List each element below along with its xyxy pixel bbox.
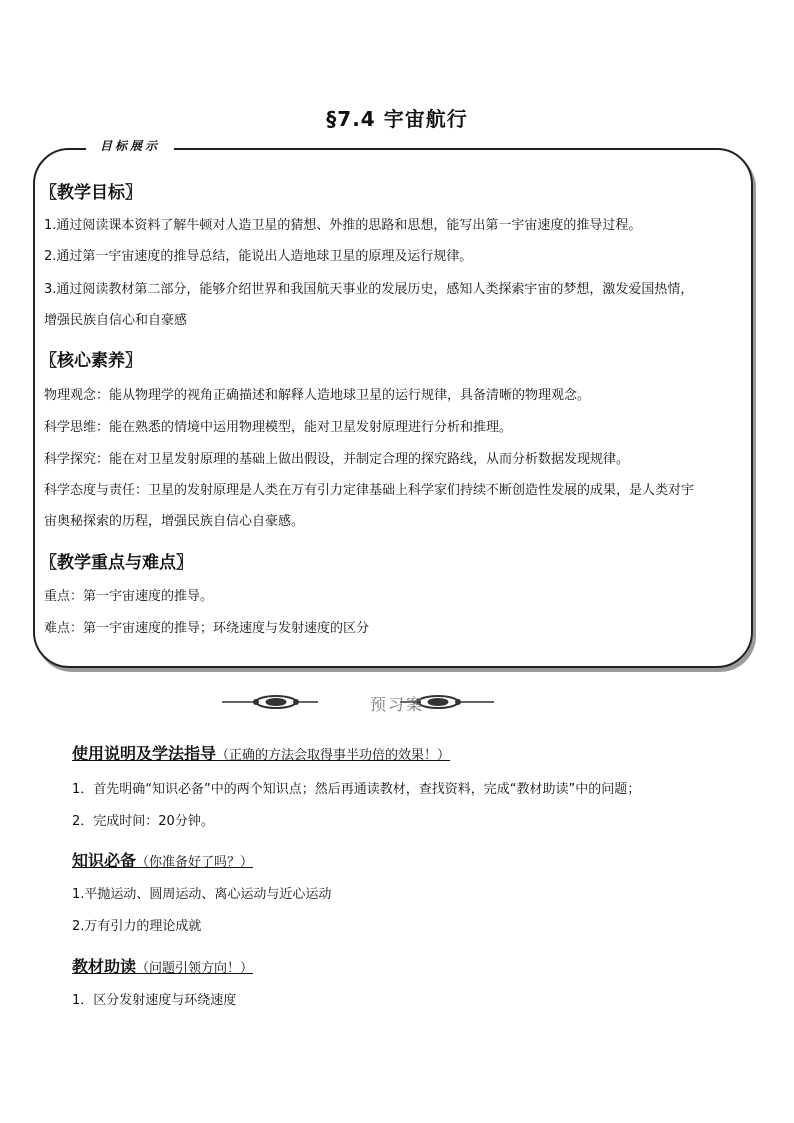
usage-item: 2．完成时间：20分钟。 [72, 814, 214, 829]
knowledge-heading [72, 848, 253, 871]
preview-section-label: 预习案 [369, 695, 424, 714]
goals-tag: 目标展示 [86, 137, 174, 154]
usage-heading-text: 使用说明及学法指导 [72, 744, 217, 763]
reading-heading [72, 954, 253, 977]
literacy-item: 物理观念：能从物理学的视角正确描述和解释人造地球卫星的运行规律，具备清晰的物理观念。 [44, 388, 591, 403]
literacy-item: 宙奥秘探索的历程，增强民族自信心自豪感。 [44, 514, 305, 529]
objective-item: 2.通过第一宇宙速度的推导总结，能说出人造地球卫星的原理及运行规律。 [44, 249, 473, 264]
objective-item: 3.通过阅读教材第二部分，能够介绍世界和我国航天事业的发展历史，感知人类探索宇宙的梦想，激发爱国热情， [44, 282, 694, 297]
knowledge-heading-note: （你准备好了吗？） [136, 855, 254, 870]
reading-heading-text: 教材助读 [72, 957, 137, 976]
literacy-item: 科学探究：能在对卫星发射原理的基础上做出假设，并制定合理的探究路线，从而分析数据发现规律。 [44, 452, 630, 467]
keypoints-heading: 〖教学重点与难点〗 [40, 553, 193, 573]
objective-item: 增强民族自信心和自豪感 [44, 313, 188, 328]
usage-heading-note: （正确的方法会取得事半功倍的效果！） [216, 748, 451, 763]
literacy-item: 科学思维：能在熟悉的情境中运用物理模型，能对卫星发射原理进行分析和推理。 [44, 420, 513, 435]
knowledge-item: 2.万有引力的理论成就 [72, 919, 202, 934]
literacy-item: 科学态度与责任：卫星的发射原理是人类在万有引力定律基础上科学家们持续不断创造性发展的成果，是人类对宇 [44, 483, 695, 498]
page-title: §7.4 宇宙航行 [326, 107, 468, 131]
knowledge-item: 1.平抛运动、圆周运动、离心运动与近心运动 [72, 887, 332, 902]
knowledge-heading-text: 知识必备 [72, 851, 137, 870]
objective-item: 1.通过阅读课本资料了解牛顿对人造卫星的猜想、外推的思路和思想，能写出第一宇宙速度的推导过程。 [44, 218, 642, 233]
usage-heading [72, 741, 450, 764]
keypoint-item: 重点：第一宇宙速度的推导。 [44, 589, 214, 604]
reading-heading-note: （问题引领方向！） [136, 961, 254, 976]
objectives-heading: 〖教学目标〗 [40, 183, 142, 203]
reading-item: 1．区分发射速度与环绕速度 [72, 993, 237, 1008]
keypoint-item: 难点：第一宇宙速度的推导；环绕速度与发射速度的区分 [44, 621, 370, 636]
usage-item: 1．首先明确“知识必备”中的两个知识点；然后再通读教材，查找资料，完成“教材助读”中的问题； [72, 782, 641, 797]
literacy-heading: 〖核心素养〗 [40, 351, 142, 371]
